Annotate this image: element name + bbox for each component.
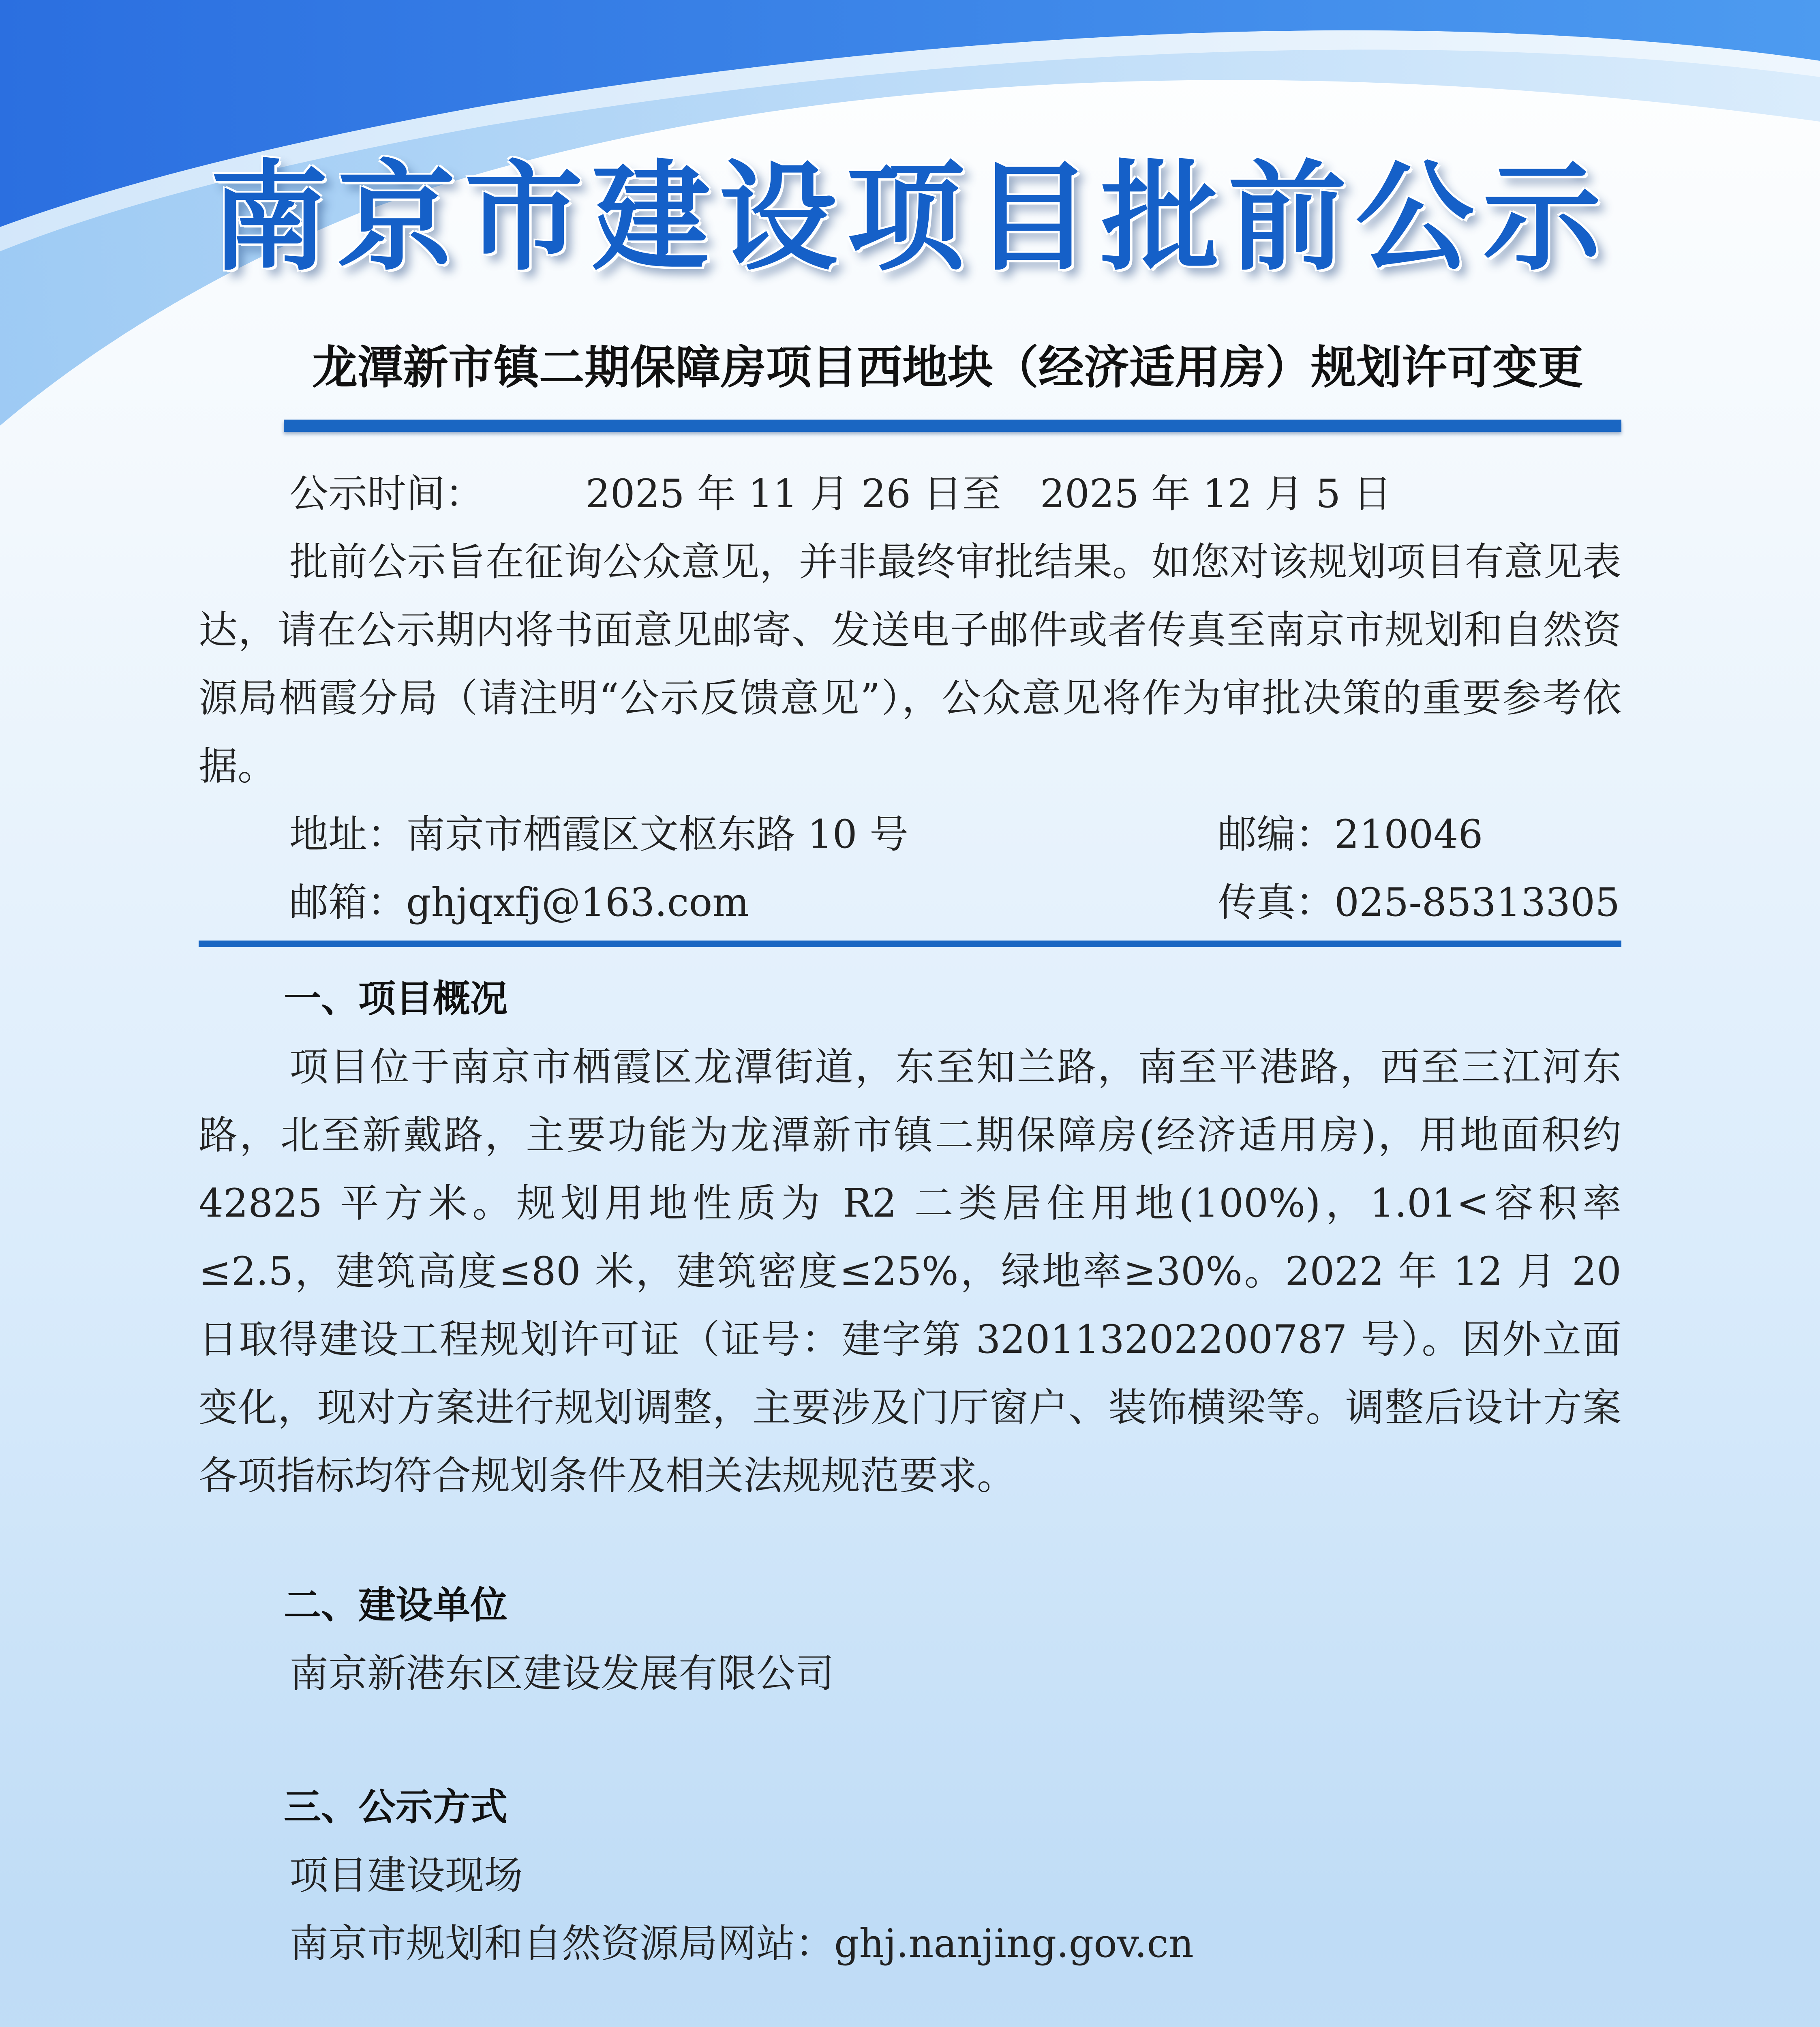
notice-time-range: 2025 年 11 月 26 日至 2025 年 12 月 5 日: [585, 471, 1392, 516]
email-label: 邮箱：: [289, 880, 406, 925]
email-value: ghjqxfj@163.com: [406, 880, 749, 925]
notice-time-row: [289, 460, 1392, 528]
email-row: [289, 868, 749, 936]
website-link[interactable]: ghj.nanjing.gov.cn: [834, 1921, 1194, 1966]
notice-time-label: 公示时间：: [289, 471, 484, 516]
title-divider: [284, 420, 1621, 432]
developer-name: 南京新港东区建设发展有限公司: [289, 1651, 834, 1696]
method-site: 项目建设现场: [289, 1853, 523, 1898]
developer-heading: 二、建设单位: [284, 1583, 508, 1627]
method-heading: 三、公示方式: [284, 1785, 508, 1829]
postcode-label: 邮编：: [1218, 812, 1334, 857]
section-divider: [199, 941, 1621, 947]
project-subtitle: 龙潭新市镇二期保障房项目西地块（经济适用房）规划许可变更: [312, 341, 1583, 394]
postcode-value: 210046: [1334, 812, 1483, 857]
notice-intro: 批前公示旨在征询公众意见，并非最终审批结果。如您对该规划项目有意见表达，请在公示期内将书面意见邮寄、发送电子邮件或者传真至南京市规划和自然资源局栖霞分局（请注明“公示反馈意见”），公众意见将作为审批决策的重要参考依据。: [199, 539, 1621, 789]
method-website-row: [289, 1909, 1194, 1978]
page-title: 南京市建设项目批前公示: [210, 148, 1610, 287]
overview-heading: 一、项目概况: [284, 977, 508, 1020]
address-value: 南京市栖霞区文枢东路 10 号: [406, 812, 909, 857]
fax-value: 025-85313305: [1334, 880, 1620, 925]
website-label: 南京市规划和自然资源局网站：: [289, 1921, 834, 1966]
fax-label: 传真：: [1218, 880, 1334, 925]
address-label: 地址：: [289, 812, 406, 857]
fax-row: [1218, 868, 1620, 936]
postcode-row: [1218, 800, 1483, 868]
overview-body: 项目位于南京市栖霞区龙潭街道，东至知兰路，南至平港路，西至三江河东路，北至新戴路，主要功能为龙潭新市镇二期保障房(经济适用房)，用地面积约 42825 平方米。规划用地性质为 R2 二类居住用地(100%)，1.01<容积率≤2.5，建筑高度≤80 米，建筑密度≤25%，绿地率≥30%。2022 年 12 月 20 日取得建设工程规划许可证（证号：建字第 320113202200787 号）。因外立面变化，现对方案进行规划调整，主要涉及门厅窗户、装饰横梁等。调整后设计方案各项指标均符合规划条件及相关法规规范要求。: [199, 1044, 1621, 1498]
address-row: [289, 800, 908, 868]
